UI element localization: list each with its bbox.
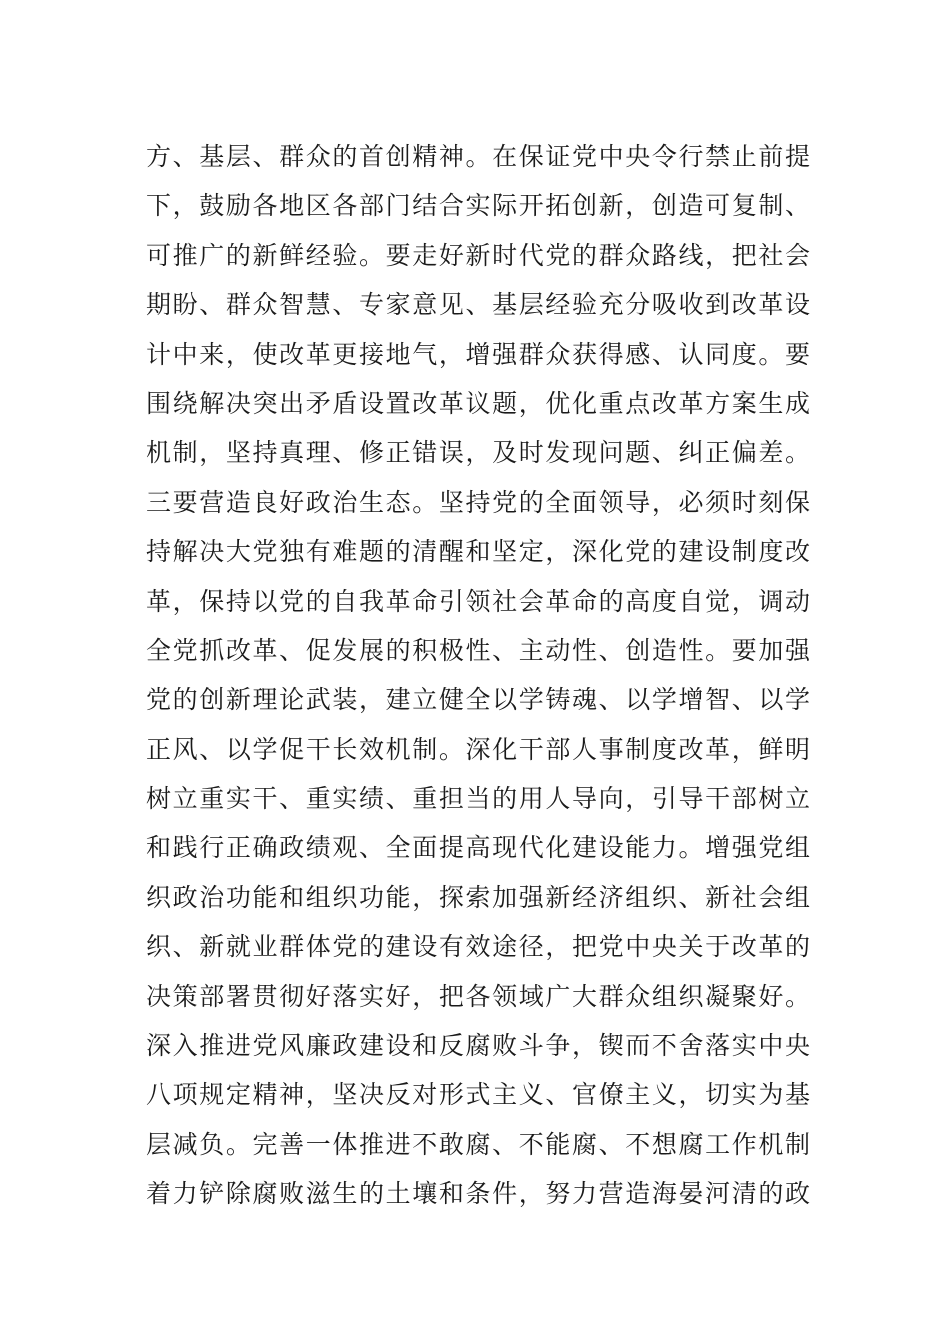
text-line: 党的创新理论武装，建立健全以学铸魂、以学增智、以学 [146, 685, 810, 715]
text-line: 革，保持以党的自我革命引领社会革命的高度自觉，调动 [146, 586, 810, 616]
text-line: 三要营造良好政治生态。坚持党的全面领导，必须时刻保 [146, 487, 810, 517]
text-line: 织、新就业群体党的建设有效途径，把党中央关于改革的 [146, 932, 810, 962]
text-line: 持解决大党独有难题的清醒和坚定，深化党的建设制度改 [146, 537, 810, 567]
text-line: 八项规定精神，坚决反对形式主义、官僚主义，切实为基 [146, 1080, 810, 1110]
text-line: 期盼、群众智慧、专家意见、基层经验充分吸收到改革设 [146, 290, 810, 320]
text-line: 树立重实干、重实绩、重担当的用人导向，引导干部树立 [146, 784, 810, 814]
text-line: 和践行正确政绩观、全面提高现代化建设能力。增强党组 [146, 833, 810, 863]
text-line: 可推广的新鲜经验。要走好新时代党的群众路线，把社会 [146, 240, 810, 270]
text-line: 计中来，使改革更接地气，增强群众获得感、认同度。要 [146, 339, 810, 369]
text-line: 围绕解决突出矛盾设置改革议题，优化重点改革方案生成 [146, 388, 810, 418]
text-line: 下，鼓励各地区各部门结合实际开拓创新，创造可复制、 [146, 191, 810, 221]
text-line: 层减负。完善一体推进不敢腐、不能腐、不想腐工作机制 [146, 1129, 810, 1159]
text-line: 正风、以学促干长效机制。深化干部人事制度改革，鲜明 [146, 734, 810, 764]
text-line: 着力铲除腐败滋生的土壤和条件，努力营造海晏河清的政 [146, 1179, 810, 1209]
text-line: 机制，坚持真理、修正错误，及时发现问题、纠正偏差。 [146, 438, 810, 468]
body-text [146, 132, 810, 1219]
text-line: 深入推进党风廉政建设和反腐败斗争，锲而不舍落实中央 [146, 1031, 810, 1061]
text-line: 织政治功能和组织功能，探索加强新经济组织、新社会组 [146, 882, 810, 912]
text-line: 全党抓改革、促发展的积极性、主动性、创造性。要加强 [146, 635, 810, 665]
text-line: 方、基层、群众的首创精神。在保证党中央令行禁止前提 [146, 142, 810, 171]
text-line: 决策部署贯彻好落实好，把各领域广大群众组织凝聚好。 [146, 981, 810, 1011]
